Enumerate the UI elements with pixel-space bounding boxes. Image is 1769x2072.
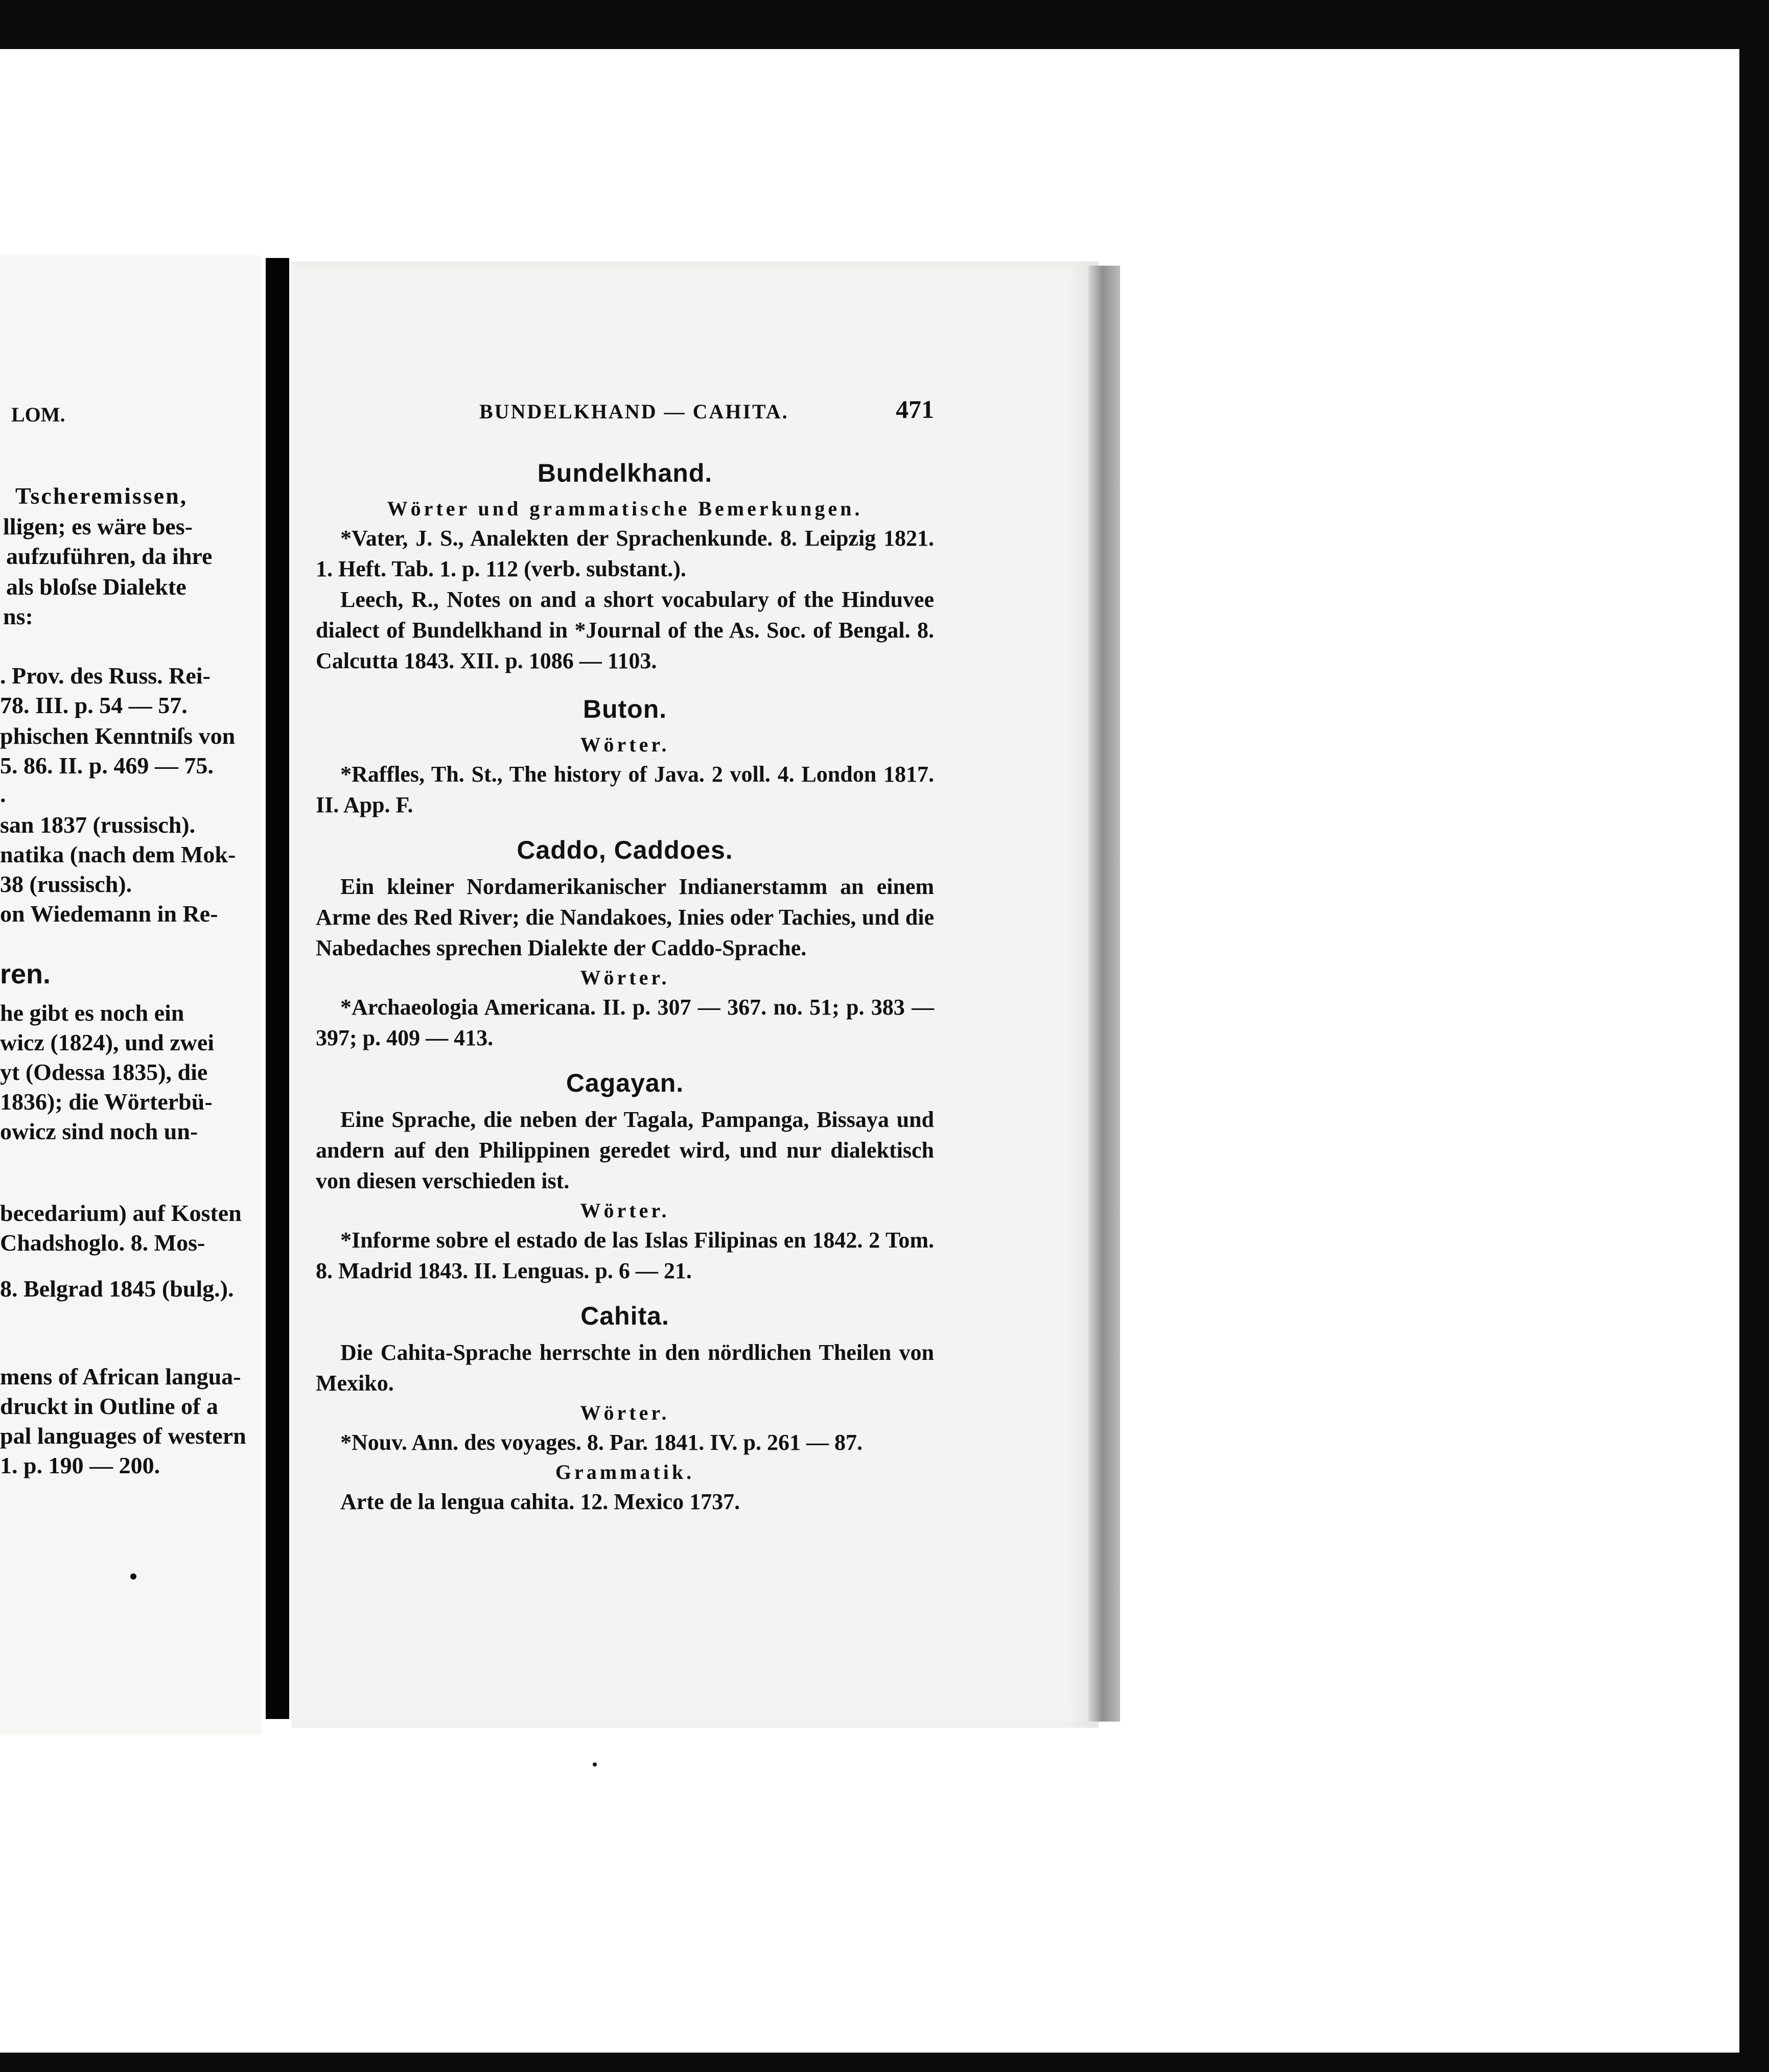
section-heading-cahita: Cahita.	[580, 1302, 669, 1330]
left-line: pal languages of western	[0, 1423, 246, 1449]
left-line: lligen; es wäre bes-	[3, 513, 193, 539]
left-line: als bloſse Dialekte	[6, 574, 187, 600]
left-line: 1836); die Wörterbü-	[0, 1089, 213, 1115]
ink-speck	[130, 1573, 136, 1580]
bibliography-entry: Arte de la lengua cahita. 12. Mexico 1737.	[340, 1489, 740, 1514]
page-body	[316, 450, 934, 1517]
bibliography-entry: *Vater, J. S., Analekten der Sprachenkunde. 8. Leipzig 1821. 1. Heft. Tab. 1. p. 112 (verb. substant.).	[316, 526, 934, 581]
left-line: he gibt es noch ein	[0, 1000, 184, 1026]
book-gutter	[266, 258, 289, 1719]
left-line: 38 (russisch).	[0, 871, 132, 897]
left-line: LOM.	[11, 403, 65, 426]
left-line: 78. III. p. 54 — 57.	[0, 692, 188, 718]
running-head-title: BUNDELKHAND — CAHITA.	[479, 400, 789, 423]
left-line: ns:	[3, 603, 33, 629]
page-edge	[1088, 266, 1120, 1722]
left-line: natika (nach dem Mok-	[0, 841, 236, 867]
left-line: . Prov. des Russ. Rei-	[0, 663, 211, 689]
left-line: aufzuführen, da ihre	[6, 543, 213, 569]
left-line: 1. p. 190 — 200.	[0, 1452, 160, 1478]
left-line: 5. 86. II. p. 469 — 75.	[0, 752, 214, 779]
left-line: san 1837 (russisch).	[0, 812, 196, 838]
left-line: owicz sind noch un-	[0, 1118, 198, 1144]
left-line: yt (Odessa 1835), die	[0, 1059, 208, 1085]
page-number: 471	[896, 395, 934, 423]
bibliography-entry: *Nouv. Ann. des voyages. 8. Par. 1841. IV. p. 261 — 87.	[340, 1430, 863, 1455]
left-line: phischen Kenntniſs von	[0, 723, 236, 749]
section-description: Ein kleiner Nordamerikanischer Indianerstamm an einem Arme des Red River; die Nandakoes, Inies oder Tachies, und die Nabedaches sprechen Dialekte der Caddo-Sprache.	[316, 874, 934, 960]
left-line: Tscheremissen,	[15, 483, 188, 509]
section-heading-cagayan: Cagayan.	[566, 1069, 684, 1097]
left-line: on Wiedemann in Re-	[0, 901, 218, 927]
bibliography-entry: *Archaeologia Americana. II. p. 307 — 367. no. 51; p. 383 — 397; p. 409 — 413.	[316, 995, 934, 1050]
bibliography-entry: *Informe sobre el estado de las Islas Filipinas en 1842. 2 Tom. 8. Madrid 1843. II. Lenguas. p. 6 — 21.	[316, 1228, 934, 1283]
subheading: Wörter.	[580, 733, 670, 756]
scan-border-top	[0, 0, 1769, 49]
section-heading-bundelkhand: Bundelkhand.	[537, 459, 713, 487]
subheading: Grammatik.	[555, 1461, 695, 1484]
left-line: Chadshoglo. 8. Mos-	[0, 1230, 205, 1256]
left-line: becedarium) auf Kosten	[0, 1200, 242, 1226]
left-line: mens of African langua-	[0, 1363, 241, 1390]
left-line: .	[0, 781, 6, 807]
left-page	[0, 255, 262, 1734]
section-description: Die Cahita-Sprache herrschte in den nördlichen Theilen von Mexiko.	[316, 1340, 934, 1396]
scan-border-bottom	[0, 2053, 1739, 2072]
left-line: wicz (1824), und zwei	[0, 1029, 215, 1055]
scan-border-right	[1739, 0, 1769, 2072]
subheading: Wörter.	[580, 966, 670, 989]
subheading: Wörter und grammatische Bemerkungen.	[387, 497, 863, 520]
section-heading-caddo: Caddo, Caddoes.	[517, 836, 733, 864]
section-description: Eine Sprache, die neben der Tagala, Pampanga, Bissaya und andern auf den Philippinen geredet wird, und nur dialektisch von diesen verschieden ist.	[316, 1107, 934, 1193]
left-line: ren.	[0, 959, 51, 990]
left-line: druckt in Outline of a	[0, 1393, 218, 1419]
running-head	[316, 394, 934, 425]
bibliography-entry: *Raffles, Th. St., The history of Java. 2 voll. 4. London 1817. II. App. F.	[316, 762, 934, 817]
bibliography-entry: Leech, R., Notes on and a short vocabulary of the Hinduvee dialect of Bundelkhand in *Journal of the As. Soc. of Bengal. 8. Calcutta 1843. XII. p. 1086 — 1103.	[316, 587, 934, 673]
left-line: 8. Belgrad 1845 (bulg.).	[0, 1276, 234, 1302]
section-heading-buton: Buton.	[583, 695, 667, 723]
ink-speck	[593, 1762, 597, 1767]
subheading: Wörter.	[580, 1199, 670, 1222]
subheading: Wörter.	[580, 1401, 670, 1424]
